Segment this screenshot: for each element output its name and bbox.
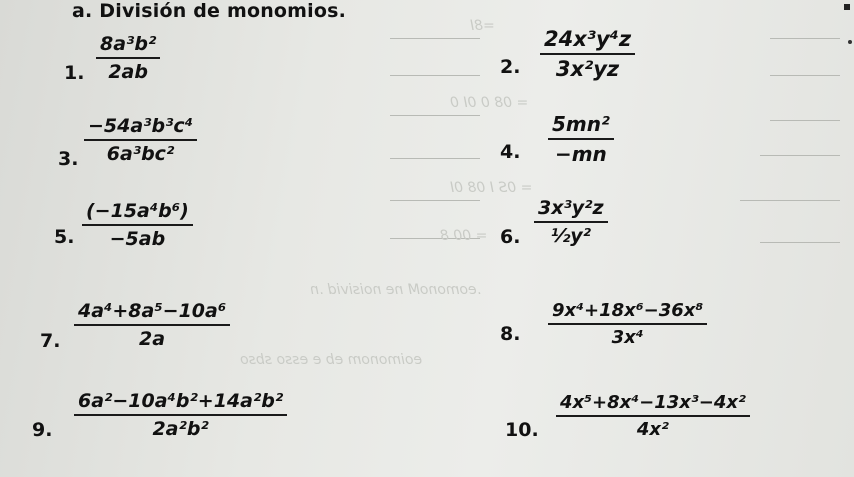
- show-through-text: eoimonom eb e esso sbso: [240, 352, 423, 368]
- numerator: 4a⁴+8a⁵−10a⁶: [78, 300, 227, 322]
- denominator: 3x⁴: [611, 327, 644, 348]
- fraction-exercise-3: [84, 115, 197, 165]
- numerator: 4x⁵+8x⁴−13x³−4x²: [560, 392, 746, 413]
- exercise-number: 7.: [40, 330, 61, 352]
- fraction-exercise-6: [534, 197, 608, 247]
- fraction-exercise-1: [96, 33, 160, 83]
- fraction-exercise-2: [540, 27, 635, 81]
- answer-line: [390, 200, 480, 201]
- page-corner-mark: [844, 4, 850, 10]
- exercise-number: 6.: [500, 226, 521, 248]
- exercise-number: 3.: [58, 148, 79, 170]
- numerator: −54a³b³c⁴: [88, 115, 194, 137]
- page-dot-mark: [848, 40, 852, 44]
- fraction-exercise-9: [74, 390, 287, 440]
- numerator: 9x⁴+18x⁶−36x⁸: [552, 300, 704, 321]
- answer-line: [760, 155, 840, 156]
- denominator: 2a²b²: [152, 418, 209, 440]
- fraction-exercise-4: [548, 112, 614, 166]
- answer-line: [770, 38, 840, 39]
- numerator: 24x³y⁴z: [544, 27, 632, 51]
- exercise-number: 9.: [32, 419, 53, 441]
- answer-line: [390, 115, 480, 116]
- answer-line: [390, 38, 480, 39]
- exercise-number: 10.: [505, 419, 539, 441]
- denominator: −mn: [554, 142, 607, 166]
- denominator: 4x²: [636, 419, 669, 440]
- denominator: 2ab: [108, 61, 148, 83]
- numerator: 3x³y²z: [538, 197, 604, 219]
- answer-line: [760, 242, 840, 243]
- worksheet-heading: a. División de monomios.: [72, 0, 347, 22]
- answer-line: [390, 158, 480, 159]
- fraction-exercise-10: [556, 392, 750, 440]
- answer-line: [740, 200, 840, 201]
- numerator: 8a³b²: [100, 33, 157, 55]
- exercise-number: 2.: [500, 56, 521, 78]
- numerator: (−15a⁴b⁶): [86, 200, 189, 222]
- denominator: 3x²yz: [555, 57, 620, 81]
- exercise-number: 5.: [54, 226, 75, 248]
- exercise-number: 8.: [500, 323, 521, 345]
- exercise-number: 1.: [64, 62, 85, 84]
- denominator: ½y²: [550, 225, 591, 247]
- denominator: 6a³bc²: [106, 143, 175, 165]
- answer-line: [770, 120, 840, 121]
- fraction-exercise-7: [74, 300, 230, 350]
- show-through-text: .eomonoM ne noisivid .n: [310, 282, 482, 298]
- numerator: 6a²−10a⁴b²+14a²b²: [78, 390, 284, 412]
- show-through-text: = 08 0 0I 0: [450, 95, 529, 111]
- fraction-exercise-5: [82, 200, 193, 250]
- denominator: 2a: [139, 328, 166, 350]
- fraction-exercise-8: [548, 300, 707, 348]
- exercise-number: 4.: [500, 141, 521, 163]
- numerator: 5mn²: [552, 112, 610, 136]
- denominator: −5ab: [109, 228, 166, 250]
- show-through-text: =8I: [470, 18, 495, 34]
- answer-line: [390, 75, 480, 76]
- answer-line: [770, 75, 840, 76]
- show-through-text: = 00 8: [440, 228, 488, 244]
- show-through-text: = 0S I 08 0I: [450, 180, 533, 196]
